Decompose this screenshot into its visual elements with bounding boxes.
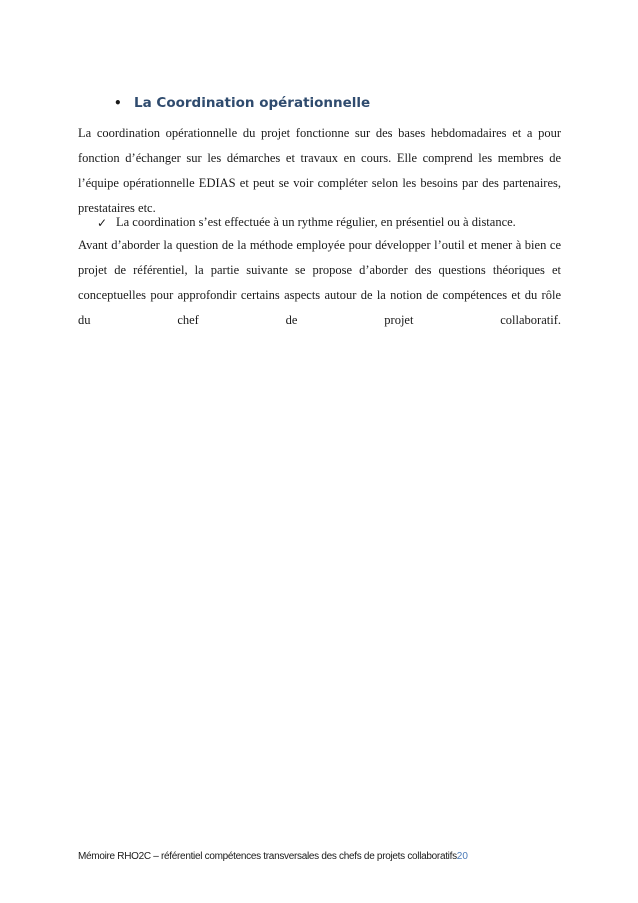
checklist-item: [97, 215, 516, 230]
footer-text: Mémoire RHO2C – référentiel compétences transversales des chefs de projets collaboratifs: [78, 851, 457, 862]
paragraph-transition: Avant d’aborder la question de la méthode employée pour développer l’outil et mener à bien ce projet de référentiel, la partie suivante se propose d’aborder des questions théoriques et conceptuelles pour approfondir certains aspects autour de la notion de compétences et du rôle du chef de projet collaboratif.: [78, 238, 561, 327]
page-footer: [78, 851, 468, 862]
page-number: 20: [456, 851, 468, 862]
checkmark-icon: ✓: [97, 215, 108, 230]
section-heading: [114, 95, 370, 111]
bullet-icon: •: [114, 96, 122, 110]
checklist-item-text: La coordination s’est effectuée à un rythme régulier, en présentiel ou à distance.: [116, 215, 516, 229]
paragraph-coordination: La coordination opérationnelle du projet fonctionne sur des bases hebdomadaires et a pour fonction d’échanger sur les démarches et travaux en cours. Elle comprend les membres de l’équipe opérationnelle EDIAS et peut se voir compléter selon les besoins par des partenaires, prestataires etc.: [78, 126, 561, 215]
section-title: La Coordination opérationnelle: [134, 95, 371, 111]
